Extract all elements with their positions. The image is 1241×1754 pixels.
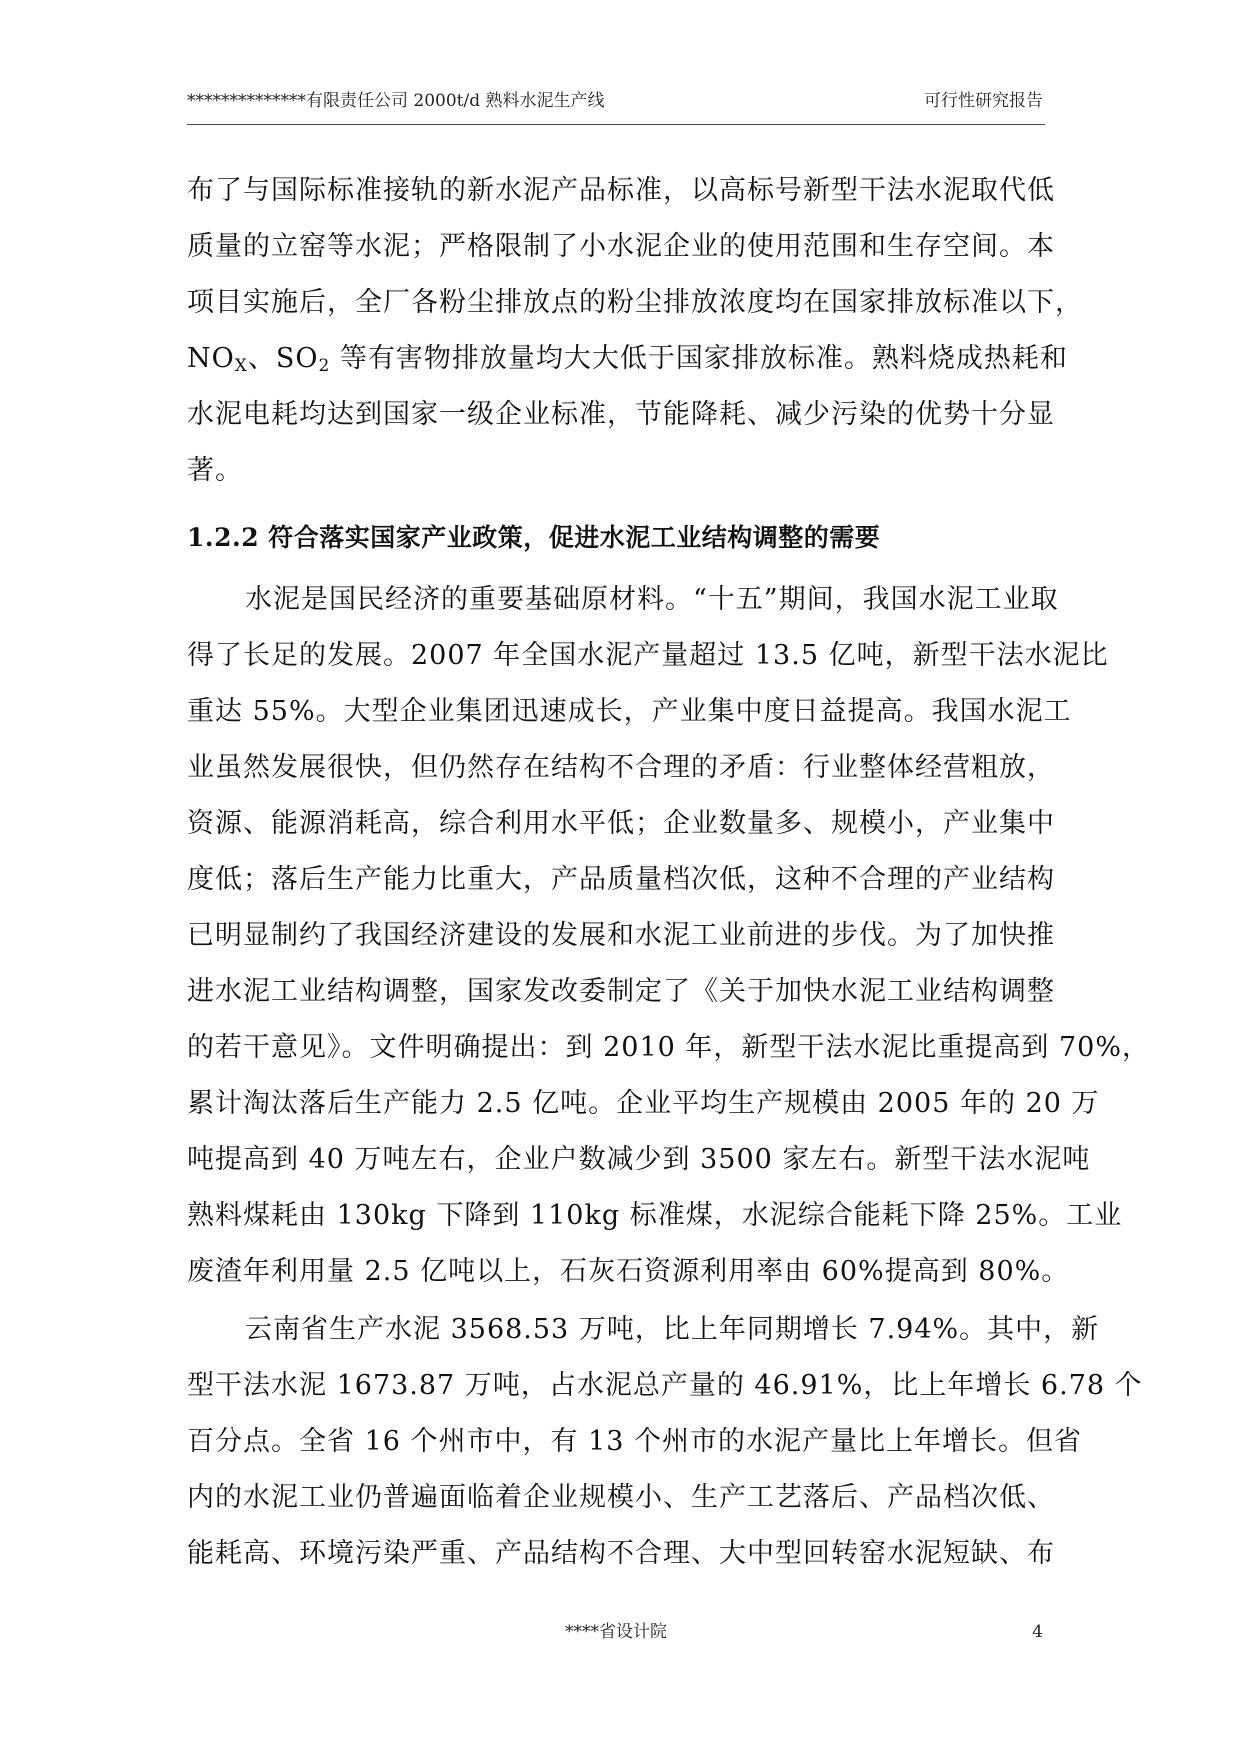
nox-text: NO: [187, 343, 235, 374]
section-heading: [187, 510, 1045, 566]
section-heading-text: 1.2.2 符合落实国家产业政策，促进水泥工业结构调整的需要: [187, 523, 881, 552]
so2-text: 、SO: [247, 343, 319, 374]
paragraph-line: 资源、能源消耗高，综合利用水平低；企业数量多、规模小，产业集中: [187, 808, 1055, 839]
paragraph-line: 废渣年利用量 2.5 亿吨以上，石灰石资源利用率由 60%提高到 80%。: [187, 1256, 1070, 1287]
page-number: 4: [1032, 1622, 1043, 1642]
nox-subscript: X: [234, 356, 248, 376]
paragraph-line-emissions: [187, 331, 1068, 387]
paragraph-line: 水泥电耗均达到国家一级企业标准，节能降耗、减少污染的优势十分显: [187, 399, 1055, 430]
paragraph-line: 项目实施后，全厂各粉尘排放点的粉尘排放浓度均在国家排放标准以下，: [187, 287, 1083, 318]
paragraph-2: [187, 572, 1150, 1300]
paragraph-3: [187, 1302, 1143, 1582]
paragraph-line: 布了与国际标准接轨的新水泥产品标准，以高标号新型干法水泥取代低: [187, 175, 1055, 206]
paragraph-line: 重达 55%。大型企业集团迅速成长，产业集中度日益提高。我国水泥工: [187, 696, 1072, 727]
paragraph-line: 著。: [187, 455, 243, 486]
paragraph-line: 进水泥工业结构调整，国家发改委制定了《关于加快水泥工业结构调整: [187, 976, 1055, 1007]
header-divider: [187, 124, 1045, 125]
paragraph-line: 质量的立窑等水泥；严格限制了小水泥企业的使用范围和生存空间。本: [187, 231, 1055, 262]
paragraph-line: 能耗高、环境污染严重、产品结构不合理、大中型回转窑水泥短缺、布: [187, 1538, 1055, 1569]
page-footer: [187, 1617, 1045, 1647]
so2-subscript: 2: [318, 356, 331, 376]
paragraph-line: 吨提高到 40 万吨左右，企业户数减少到 3500 家左右。新型干法水泥吨: [187, 1144, 1091, 1175]
emissions-text: 等有害物排放量均大大低于国家排放标准。熟料烧成热耗和: [330, 343, 1068, 374]
paragraph-line: 已明显制约了我国经济建设的发展和水泥工业前进的步伐。为了加快推: [187, 920, 1055, 951]
paragraph-line: 业虽然发展很快，但仍然存在结构不合理的矛盾：行业整体经营粗放，: [187, 752, 1055, 783]
footer-institute: ****省设计院: [565, 1622, 667, 1642]
paragraph-line: 得了长足的发展。2007 年全国水泥产量超过 13.5 亿吨，新型干法水泥比: [187, 640, 1109, 671]
paragraph-line: 内的水泥工业仍普遍面临着企业规模小、生产工艺落后、产品档次低、: [187, 1482, 1055, 1513]
paragraph-line: 百分点。全省 16 个州市中，有 13 个州市的水泥产量比上年增长。但省: [187, 1426, 1083, 1457]
header-project-title: **************有限责任公司 2000t/d 熟料水泥生产线: [187, 91, 605, 111]
paragraph-1: [187, 163, 1083, 499]
paragraph-line: 型干法水泥 1673.87 万吨，占水泥总产量的 46.91%，比上年增长 6.78 个: [187, 1370, 1143, 1401]
page-header: [187, 86, 1045, 116]
header-report-type: 可行性研究报告: [924, 91, 1043, 111]
paragraph-line: 累计淘汰落后生产能力 2.5 亿吨。企业平均生产规模由 2005 年的 20 万: [187, 1088, 1100, 1119]
paragraph-line: 度低；落后生产能力比重大，产品质量档次低，这种不合理的产业结构: [187, 864, 1055, 895]
paragraph-line: 云南省生产水泥 3568.53 万吨，比上年同期增长 7.94%。其中，新: [245, 1314, 1100, 1345]
paragraph-line: 的若干意见》。文件明确提出：到 2010 年，新型干法水泥比重提高到 70%，: [187, 1032, 1150, 1063]
paragraph-line: 水泥是国民经济的重要基础原材料。“十五”期间，我国水泥工业取: [245, 584, 1059, 615]
paragraph-line: 熟料煤耗由 130kg 下降到 110kg 标准煤，水泥综合能耗下降 25%。工业: [187, 1200, 1123, 1231]
